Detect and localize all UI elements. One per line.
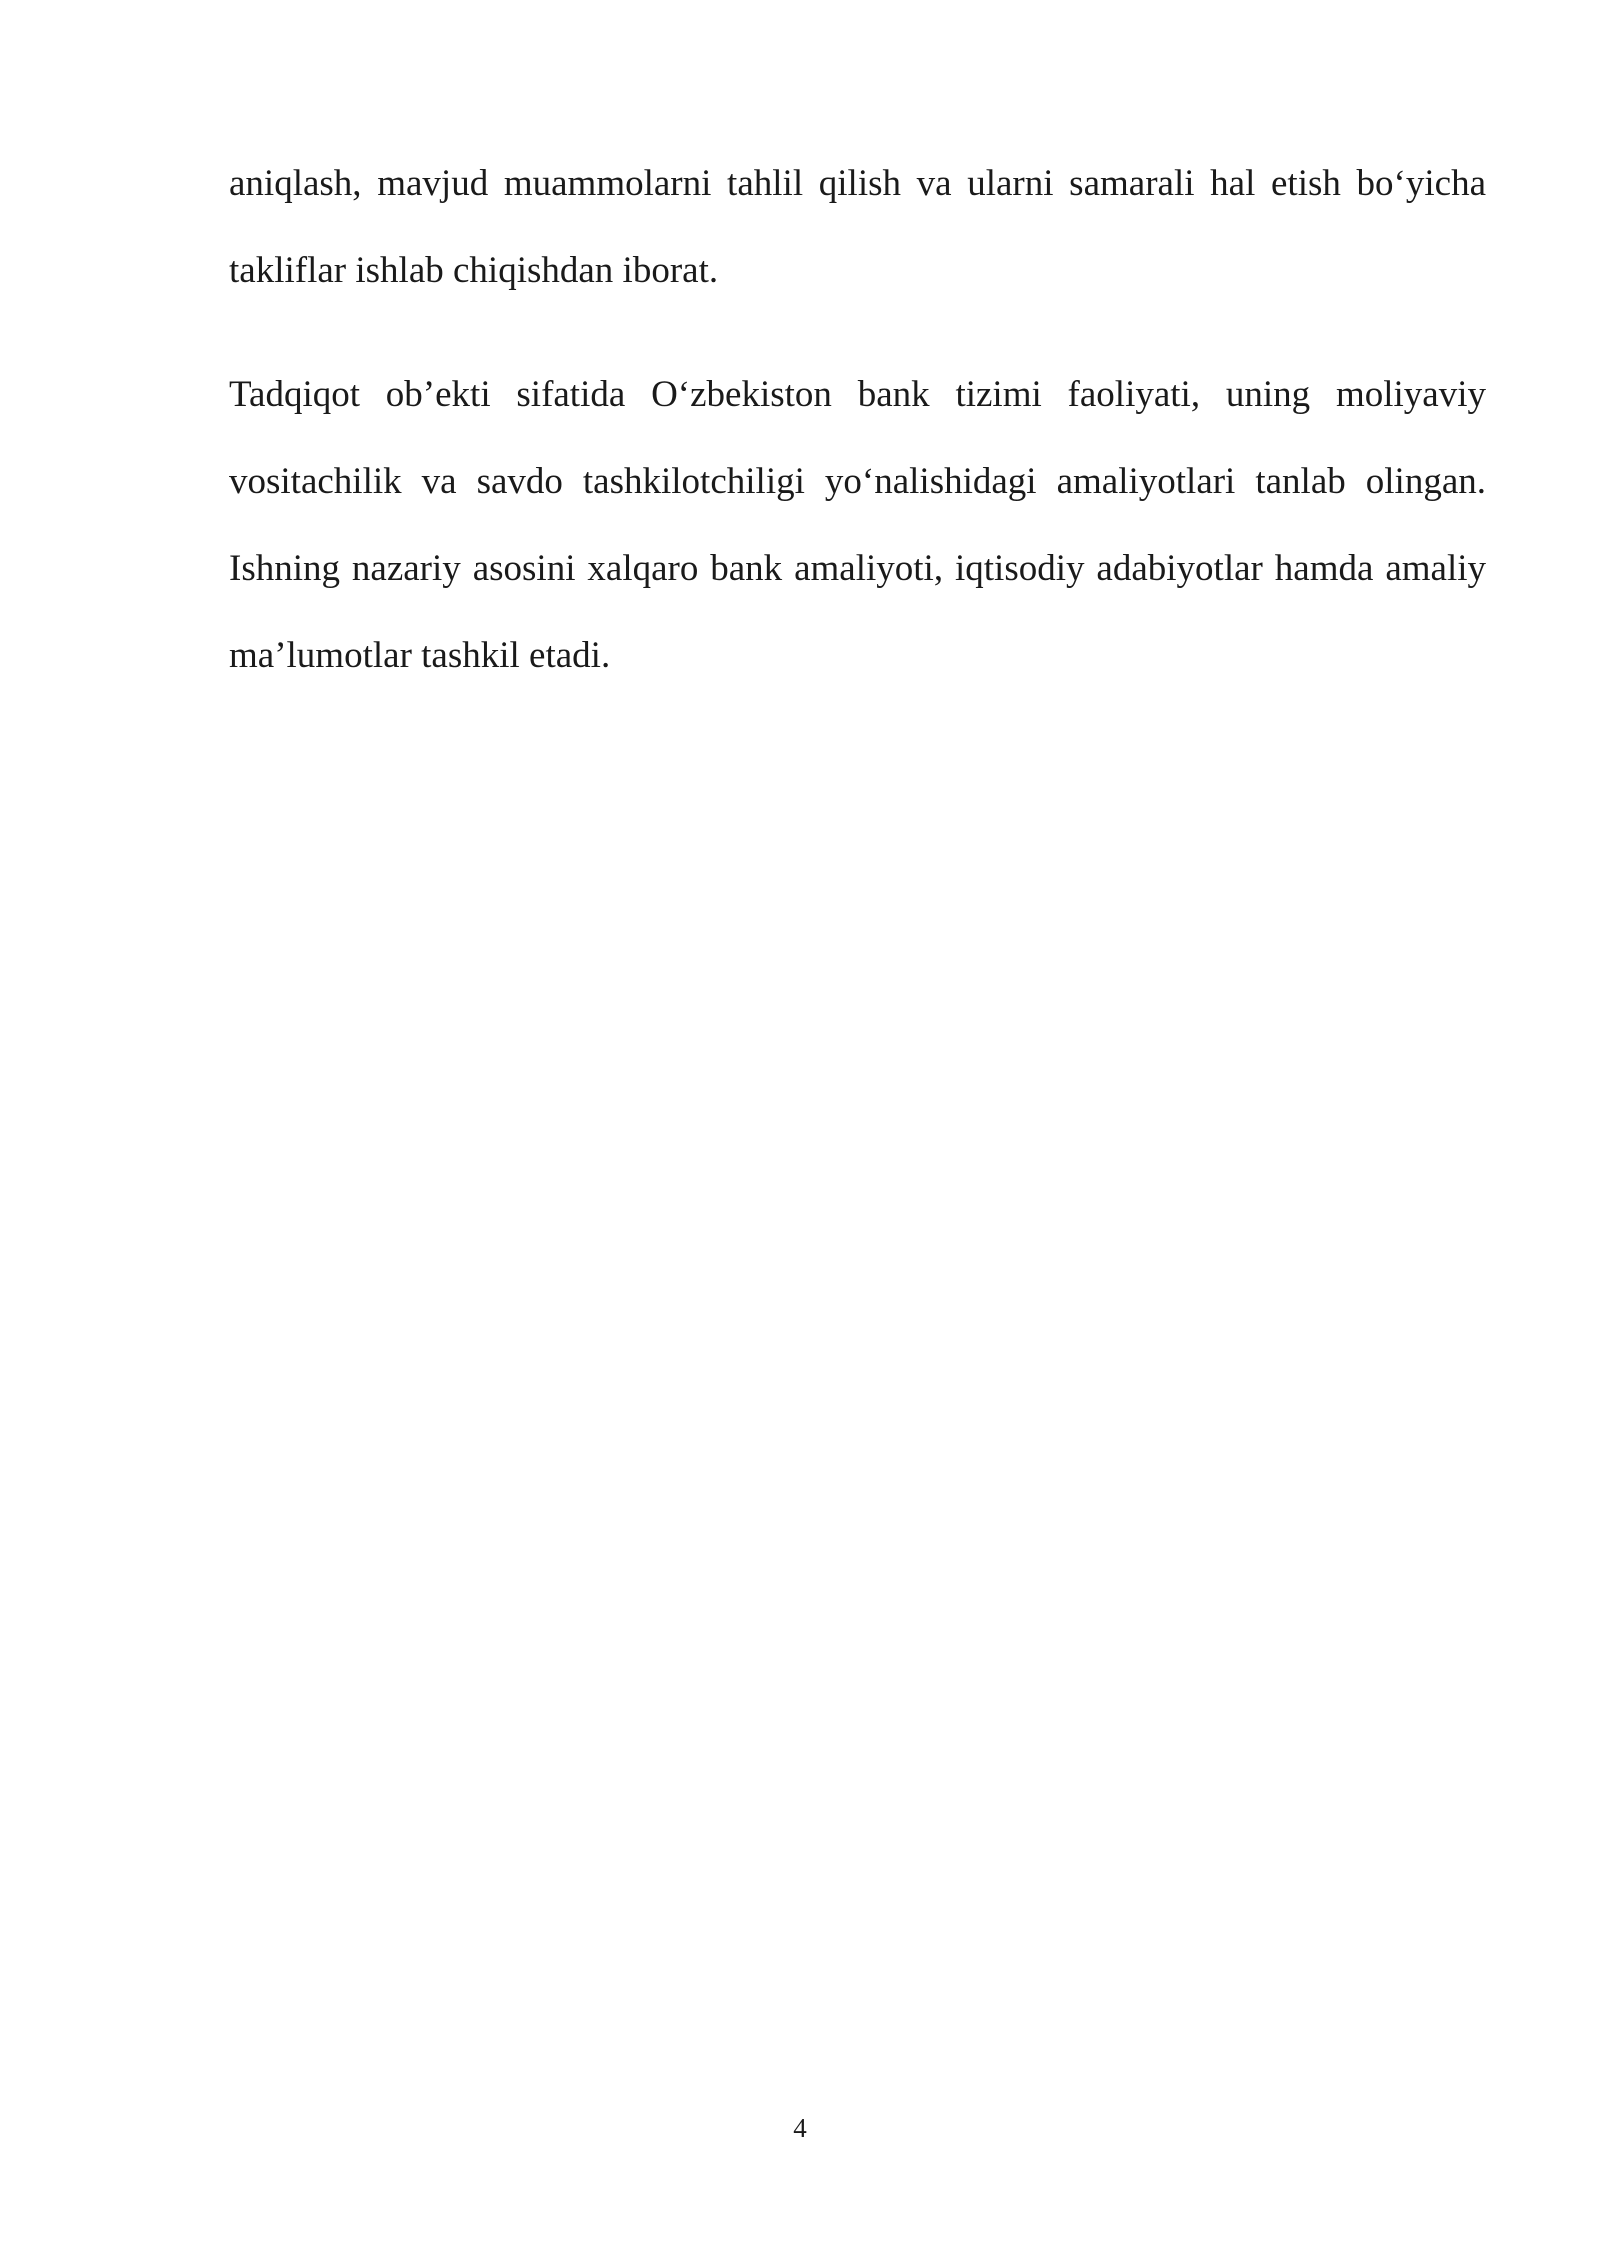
paragraph-2: Tadqiqot ob’ekti sifatida O‘zbekiston bank tizimi faoliyati, uning moliyaviy vositachilik va savdo tashkilotchiligi yo‘nalishidagi amaliyotlari tanlab olingan. Ishning nazariy asosini xalqaro bank amaliyoti, iqtisodiy adabiyotlar hamda amaliy ma’lumotlar tashkil etadi. <box>229 374 1486 676</box>
page-number: 4 <box>793 2113 807 2143</box>
body-text <box>229 140 1486 699</box>
paragraph-1: aniqlash, mavjud muammolarni tahlil qilish va ularni samarali hal etish bo‘yicha takliflar ishlab chiqishdan iborat. <box>229 163 1486 291</box>
